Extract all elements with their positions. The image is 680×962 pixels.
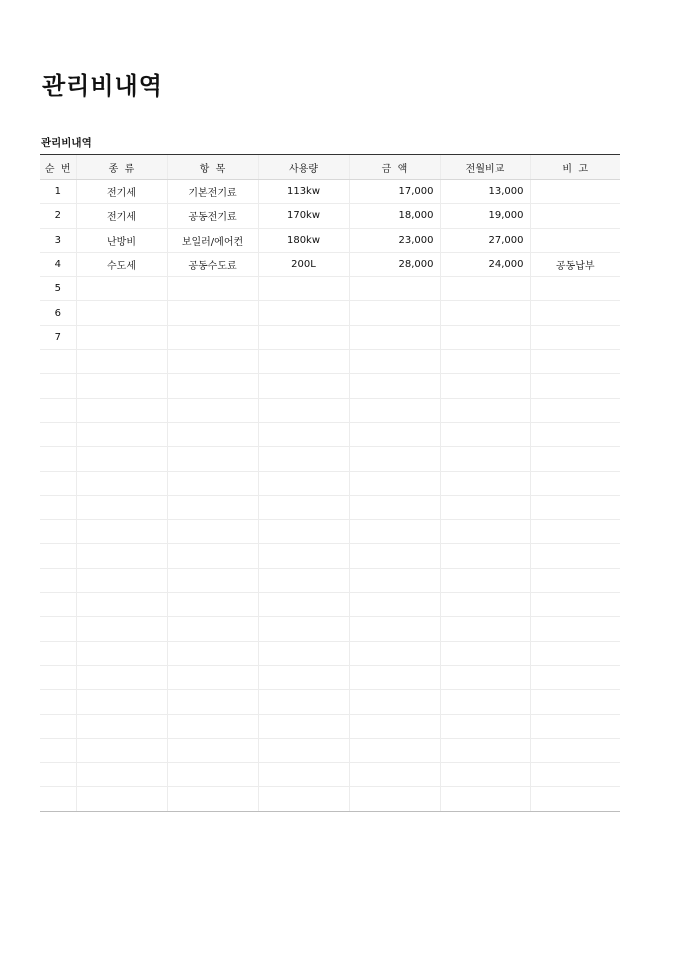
cell-item: 공동전기료 [167,204,258,228]
cell-prev-compare [440,520,530,544]
table-row-empty [40,398,620,422]
cell-item [167,398,258,422]
cell-item [167,301,258,325]
cell-note [530,665,620,689]
cell-type [76,447,167,471]
cell-amount [349,374,440,398]
table-row-empty [40,738,620,762]
cell-note [530,738,620,762]
table-row-empty [40,495,620,519]
cell-amount [349,495,440,519]
cell-prev-compare: 19,000 [440,204,530,228]
cell-amount [349,763,440,787]
cell-type: 난방비 [76,228,167,252]
cell-note [530,520,620,544]
cell-type: 전기세 [76,204,167,228]
table-row-empty [40,641,620,665]
cell-amount: 23,000 [349,228,440,252]
table-row-empty [40,447,620,471]
cell-usage [258,714,349,738]
cell-type [76,690,167,714]
cell-prev-compare [440,471,530,495]
cell-no [40,665,76,689]
table-row-empty [40,714,620,738]
cell-item [167,617,258,641]
cell-item [167,763,258,787]
cell-no [40,398,76,422]
cell-usage: 113kw [258,180,349,204]
cell-note [530,787,620,811]
cell-prev-compare [440,568,530,592]
cell-amount [349,738,440,762]
cell-usage [258,350,349,374]
header-item: 항 목 [167,155,258,180]
cell-type [76,350,167,374]
table-row [40,301,620,325]
cell-prev-compare [440,617,530,641]
cell-usage [258,763,349,787]
cell-no [40,495,76,519]
cell-amount [349,447,440,471]
cell-type: 전기세 [76,180,167,204]
cell-amount [349,568,440,592]
cell-note [530,398,620,422]
cell-usage [258,301,349,325]
cell-note [530,277,620,301]
cell-usage: 180kw [258,228,349,252]
table-row-empty [40,544,620,568]
cell-type [76,641,167,665]
cell-note [530,325,620,349]
cell-amount [349,593,440,617]
cell-prev-compare [440,447,530,471]
cell-no: 2 [40,204,76,228]
cell-note [530,228,620,252]
cell-no [40,787,76,811]
cell-item [167,325,258,349]
table-row [40,252,620,276]
header-prev-compare: 전월비교 [440,155,530,180]
cell-item [167,544,258,568]
cell-item [167,787,258,811]
cell-note [530,763,620,787]
cell-item [167,714,258,738]
cell-note [530,495,620,519]
cell-amount [349,714,440,738]
cell-amount [349,398,440,422]
cell-prev-compare [440,301,530,325]
cell-type [76,617,167,641]
header-no: 순 번 [40,155,76,180]
cell-usage [258,593,349,617]
cell-amount [349,277,440,301]
cell-prev-compare [440,350,530,374]
cell-usage [258,641,349,665]
cell-prev-compare: 24,000 [440,252,530,276]
table-row-empty [40,422,620,446]
cell-item: 공동수도료 [167,252,258,276]
cell-usage [258,665,349,689]
cell-note [530,350,620,374]
table-row [40,228,620,252]
table-row-empty [40,665,620,689]
cell-item [167,422,258,446]
cell-prev-compare [440,714,530,738]
cell-type [76,738,167,762]
cell-item: 기본전기료 [167,180,258,204]
cell-usage [258,447,349,471]
cell-no: 4 [40,252,76,276]
cell-no [40,544,76,568]
table-row [40,325,620,349]
cell-prev-compare [440,641,530,665]
cell-usage [258,374,349,398]
cell-no [40,447,76,471]
cell-prev-compare [440,495,530,519]
table-row-empty [40,471,620,495]
cell-amount [349,617,440,641]
cell-item [167,520,258,544]
cell-item [167,471,258,495]
cell-usage [258,471,349,495]
cell-item [167,277,258,301]
cell-type [76,568,167,592]
cell-type [76,325,167,349]
cell-type [76,471,167,495]
cell-item [167,738,258,762]
cell-type [76,787,167,811]
cell-usage [258,617,349,641]
cell-amount [349,350,440,374]
cell-item [167,374,258,398]
cell-note [530,568,620,592]
cell-no [40,641,76,665]
cell-prev-compare: 27,000 [440,228,530,252]
cell-note [530,544,620,568]
cell-note [530,690,620,714]
cell-type [76,665,167,689]
cell-amount: 17,000 [349,180,440,204]
cell-amount [349,787,440,811]
cell-type: 수도세 [76,252,167,276]
cell-type [76,398,167,422]
cell-no [40,471,76,495]
expense-table [40,154,620,812]
cell-type [76,422,167,446]
cell-no [40,568,76,592]
cell-type [76,495,167,519]
cell-usage: 170kw [258,204,349,228]
header-note: 비 고 [530,155,620,180]
table-header-row [40,155,620,180]
cell-no: 3 [40,228,76,252]
cell-no [40,593,76,617]
table-row-empty [40,787,620,811]
cell-prev-compare [440,787,530,811]
cell-amount: 28,000 [349,252,440,276]
cell-type [76,544,167,568]
cell-note [530,301,620,325]
cell-prev-compare [440,422,530,446]
table-row-empty [40,617,620,641]
cell-note [530,593,620,617]
cell-note [530,641,620,665]
cell-item [167,593,258,617]
table-row-empty [40,593,620,617]
cell-usage [258,277,349,301]
cell-type [76,277,167,301]
cell-usage [258,544,349,568]
cell-note [530,447,620,471]
cell-usage [258,495,349,519]
cell-usage [258,325,349,349]
cell-no [40,374,76,398]
cell-type [76,520,167,544]
cell-no: 7 [40,325,76,349]
cell-no: 1 [40,180,76,204]
cell-item [167,568,258,592]
cell-no [40,738,76,762]
cell-note [530,374,620,398]
table-body [40,180,620,812]
header-amount: 금 액 [349,155,440,180]
cell-no [40,690,76,714]
cell-usage [258,422,349,446]
cell-prev-compare [440,374,530,398]
cell-item: 보일러/에어컨 [167,228,258,252]
cell-amount [349,665,440,689]
header-usage: 사용량 [258,155,349,180]
cell-item [167,665,258,689]
cell-usage [258,398,349,422]
cell-prev-compare [440,665,530,689]
cell-no [40,520,76,544]
cell-note [530,471,620,495]
cell-item [167,495,258,519]
table-row-empty [40,374,620,398]
cell-prev-compare [440,690,530,714]
cell-no [40,714,76,738]
cell-no: 6 [40,301,76,325]
cell-note: 공동납부 [530,252,620,276]
cell-no: 5 [40,277,76,301]
cell-amount: 18,000 [349,204,440,228]
cell-note [530,617,620,641]
table-row-empty [40,568,620,592]
page-title: 관리비내역 [42,72,163,100]
cell-prev-compare [440,593,530,617]
cell-usage [258,520,349,544]
header-type: 종 류 [76,155,167,180]
cell-amount [349,422,440,446]
cell-amount [349,690,440,714]
cell-prev-compare [440,738,530,762]
section-title: 관리비내역 [41,137,92,149]
cell-note [530,180,620,204]
cell-type [76,714,167,738]
cell-no [40,617,76,641]
cell-type [76,763,167,787]
table-row-empty [40,520,620,544]
cell-note [530,204,620,228]
cell-note [530,422,620,446]
cell-item [167,641,258,665]
cell-usage [258,738,349,762]
table-row [40,204,620,228]
table-row-empty [40,690,620,714]
table-row [40,277,620,301]
cell-no [40,350,76,374]
cell-prev-compare [440,398,530,422]
cell-prev-compare [440,325,530,349]
cell-usage [258,787,349,811]
cell-amount [349,641,440,665]
cell-amount [349,301,440,325]
cell-type [76,374,167,398]
cell-item [167,350,258,374]
cell-amount [349,325,440,349]
cell-usage: 200L [258,252,349,276]
cell-usage [258,690,349,714]
table-row-empty [40,763,620,787]
cell-amount [349,544,440,568]
cell-prev-compare [440,544,530,568]
cell-item [167,447,258,471]
table-row [40,180,620,204]
cell-type [76,593,167,617]
cell-note [530,714,620,738]
table-row-empty [40,350,620,374]
cell-prev-compare: 13,000 [440,180,530,204]
cell-usage [258,568,349,592]
cell-amount [349,520,440,544]
cell-type [76,301,167,325]
cell-no [40,763,76,787]
cell-prev-compare [440,277,530,301]
cell-item [167,690,258,714]
cell-prev-compare [440,763,530,787]
cell-amount [349,471,440,495]
cell-no [40,422,76,446]
